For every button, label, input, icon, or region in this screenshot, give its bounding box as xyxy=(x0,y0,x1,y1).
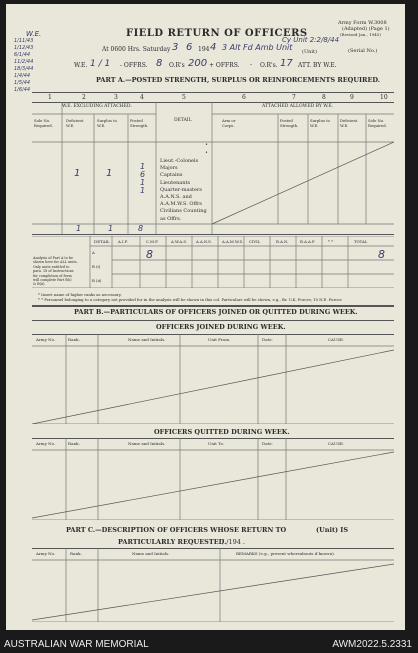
analysis-col-header: A.I.F. xyxy=(118,239,128,244)
col-header: Sole No. Required. xyxy=(368,118,387,128)
analysis-note: para. 18 of Instructions xyxy=(33,269,74,274)
date-year-prefix: 194 xyxy=(198,46,210,53)
form-ref-2: (Adapted) (Page 1) xyxy=(342,26,390,32)
unit-label: (Unit) xyxy=(302,49,317,55)
analysis-note: shown here for ALL units. xyxy=(33,260,78,265)
hand-total-c4: 8 xyxy=(138,224,144,233)
part-c-col-header: REMARKS (e.g., present whereabouts if known). xyxy=(236,551,335,556)
plus-offrs: + OFFRS. xyxy=(209,62,240,69)
offrs-value: 8 xyxy=(156,58,163,69)
form-ref-1: Army Form W.3008 xyxy=(338,20,387,26)
we-value: 1 / 1 xyxy=(90,59,111,69)
att-label: ATT. BY W.E. xyxy=(298,62,337,69)
part-c-table xyxy=(32,548,394,622)
excl-header: W.E. EXCLUDING ATTACHED. xyxy=(62,104,132,109)
analysis-detail: DETAIL xyxy=(94,239,110,244)
quitted-grid xyxy=(32,438,394,520)
analysis-col-header: CIVIL xyxy=(249,239,261,244)
note-2: * * Personnel belonging to a category not provided for in the analysis will be shown in this col. Particulars will be shown, e.g., Br. U.K. Forces; 10 N.E. Forces xyxy=(38,297,342,302)
analysis-col-header: TOTAL xyxy=(354,239,368,244)
column-number: 8 xyxy=(322,94,326,101)
unit-handwritten: 3 Alt Fd Amb Unit xyxy=(222,43,293,52)
analysis-col-header: A.A.N.S. xyxy=(196,239,212,244)
analysis-table xyxy=(32,236,394,288)
ors2-label: O.R's. xyxy=(260,62,278,69)
margin-note: 6/1/44 xyxy=(14,52,31,58)
margin-note: 11/2/44 xyxy=(14,59,34,65)
margin-note: 1/4/44 xyxy=(14,73,31,79)
margin-note: 18/3/44 xyxy=(14,66,34,72)
quitted-col-header: Name and Initials. xyxy=(128,441,166,446)
rank-label: Lieutenants xyxy=(160,179,191,186)
joined-col-header: Army No. xyxy=(36,337,56,342)
quitted-table xyxy=(32,438,394,520)
allowed-header: ATTACHED ALLOWED BY W.E. xyxy=(262,104,334,109)
margin-note: W.E. xyxy=(26,30,42,38)
col-header: Posted Strength. xyxy=(130,118,149,128)
column-number: 2 xyxy=(82,94,86,101)
analysis-col-header: C.M.F. xyxy=(146,239,159,244)
footer-source: AUSTRALIAN WAR MEMORIAL xyxy=(4,639,149,650)
part-c-grid xyxy=(32,548,394,622)
analysis-grid xyxy=(32,236,394,288)
part-c-col-header: Name and Initials. xyxy=(132,551,170,556)
column-number: 1 xyxy=(48,94,52,101)
we-label: W.E. xyxy=(74,62,88,69)
analysis-row-label: B (ii) xyxy=(92,278,102,283)
col-header: Surplus to W.E. xyxy=(310,118,330,128)
joined-col-header: Date. xyxy=(262,337,273,342)
joined-col-header: Name and Initials. xyxy=(128,337,166,342)
col-header: Arm or Corps. xyxy=(222,118,236,128)
rank-label: Civilians Counting xyxy=(160,208,207,215)
hand-posted: 6 xyxy=(140,170,146,179)
rank-label: A.A.N.S. and xyxy=(160,194,192,200)
footer-accession: AWM2022.5.2331 xyxy=(332,639,412,650)
quitted-title: OFFICERS QUITTED DURING WEEK. xyxy=(154,428,290,436)
total-value: 8 xyxy=(378,248,385,261)
analysis-col-header: A.A.M.W.S. xyxy=(222,239,244,244)
margin-note: 1/6/44 xyxy=(14,87,31,93)
form-ref-3: (Revised Jan., 1945) xyxy=(340,32,381,37)
column-number: 9 xyxy=(350,94,354,101)
hand-col3: 1 xyxy=(106,168,113,179)
date-prefix: At 0600 Hrs. Saturday xyxy=(102,46,171,53)
part-c-col-header: Army No. xyxy=(36,551,56,556)
column-number: 5 xyxy=(182,94,186,101)
column-number: 3 xyxy=(114,94,118,101)
joined-grid xyxy=(32,334,394,424)
part-c-line1: PART C.—DESCRIPTION OF OFFICERS WHOSE RETURN TO xyxy=(66,526,287,534)
hand-posted: 1 xyxy=(140,178,146,187)
hand-col2: 1 xyxy=(74,168,81,179)
quitted-col-header: CAUSE. xyxy=(328,441,345,446)
part-a-title: PART A.—POSTED STRENGTH, SURPLUS OR REINFORCEMENTS REQUIRED. xyxy=(96,76,381,84)
col-header: Surplus to W.E. xyxy=(97,118,117,128)
rule xyxy=(32,305,394,307)
analysis-note: Only units entitled to xyxy=(33,264,70,269)
column-number: 10 xyxy=(380,94,388,101)
dash: - xyxy=(250,61,253,68)
hand-posted: 1 xyxy=(140,162,146,171)
part-b-title: PART B.—PARTICULARS OF OFFICERS JOINED OR QUITTED DURING WEEK. xyxy=(74,308,358,316)
rank-label: Quarter-masters xyxy=(160,186,202,193)
analysis-note: & B(ii). xyxy=(33,282,46,287)
margin-note: 1/5/44 xyxy=(14,80,31,86)
quitted-col-header: Army No. xyxy=(36,441,56,446)
rank-label: Lieut.-Colonels xyxy=(160,158,199,164)
hand-total-c2: 1 xyxy=(76,224,82,233)
analysis-note: for completion of form xyxy=(33,273,72,278)
date-month: 6 xyxy=(186,42,193,53)
bullet: • xyxy=(205,142,208,148)
rank-label: Captains xyxy=(160,172,183,179)
col-header: Deficient W.E. xyxy=(66,118,84,128)
part-c-line2: PARTICULARLY REQUESTED. xyxy=(118,538,227,546)
rank-label: as Offrs. xyxy=(160,215,182,222)
joined-col-header: CAUSE. xyxy=(328,337,345,342)
margin-note: 1/12/43 xyxy=(14,45,34,51)
bullet: • xyxy=(205,150,208,156)
column-number: 4 xyxy=(140,94,144,101)
analysis-row-label: B (i) xyxy=(92,264,101,269)
part-c-unit: (Unit) IS xyxy=(316,526,349,534)
analysis-note: Analysis of Part A to be xyxy=(33,256,74,260)
hand-posted: 1 xyxy=(140,186,146,195)
margin-note: 1/11/43 xyxy=(14,38,34,44)
form-sheet xyxy=(6,4,405,630)
part-c-col-header: Rank. xyxy=(70,551,82,556)
analysis-note: will complete Part B(i) xyxy=(33,278,72,282)
joined-title: OFFICERS JOINED DURING WEEK. xyxy=(156,323,286,331)
rule xyxy=(32,320,394,321)
ors-label: O.R's xyxy=(169,62,185,69)
col-header: Sole No. Required. xyxy=(34,118,53,128)
analysis-row-label: A xyxy=(92,250,95,255)
joined-table xyxy=(32,334,394,424)
column-number: 7 xyxy=(292,94,296,101)
rank-label: Majors xyxy=(160,165,178,172)
analysis-col-header: * * xyxy=(328,239,334,244)
form-title: FIELD RETURN OF OFFICERS xyxy=(126,28,308,39)
joined-col-header: Rank. xyxy=(68,337,80,342)
joined-col-header: Unit From. xyxy=(208,337,231,342)
part-a-table xyxy=(32,102,394,235)
date-year: 4 xyxy=(210,42,217,53)
serial-label: (Serial No.) xyxy=(348,48,378,54)
detail-header: DETAIL xyxy=(174,118,192,123)
ors2-value: 17 xyxy=(280,58,293,69)
analysis-col-header: R.A.N. xyxy=(276,239,289,244)
offrs-label: - OFFRS. xyxy=(120,62,148,69)
hand-total-c3: 1 xyxy=(108,224,114,233)
rank-label: A.A.M.W.S. Offrs xyxy=(160,201,202,208)
column-number: 6 xyxy=(242,94,246,101)
quitted-col-header: Date. xyxy=(262,441,273,446)
rule xyxy=(32,92,394,93)
aif-value: 8 xyxy=(146,248,153,261)
col-header: Posted Strength. xyxy=(280,118,299,128)
note-1: * Insert name of higher ranks as necessary. xyxy=(38,292,122,297)
ors-value: 200 xyxy=(188,58,208,69)
col-header: Deficient W.E. xyxy=(340,118,358,128)
quitted-col-header: Rank. xyxy=(68,441,80,446)
analysis-col-header: A.W.A.S. xyxy=(171,239,188,244)
quitted-col-header: Unit To. xyxy=(208,441,225,446)
date-day: 3 xyxy=(172,42,179,53)
analysis-col-header: R.A.A.F. xyxy=(300,239,316,244)
part-c-date: / /194 . xyxy=(222,538,245,546)
correction-note: Cy Unit 2:2/8/44 xyxy=(282,36,340,44)
footer-bar xyxy=(0,636,418,653)
